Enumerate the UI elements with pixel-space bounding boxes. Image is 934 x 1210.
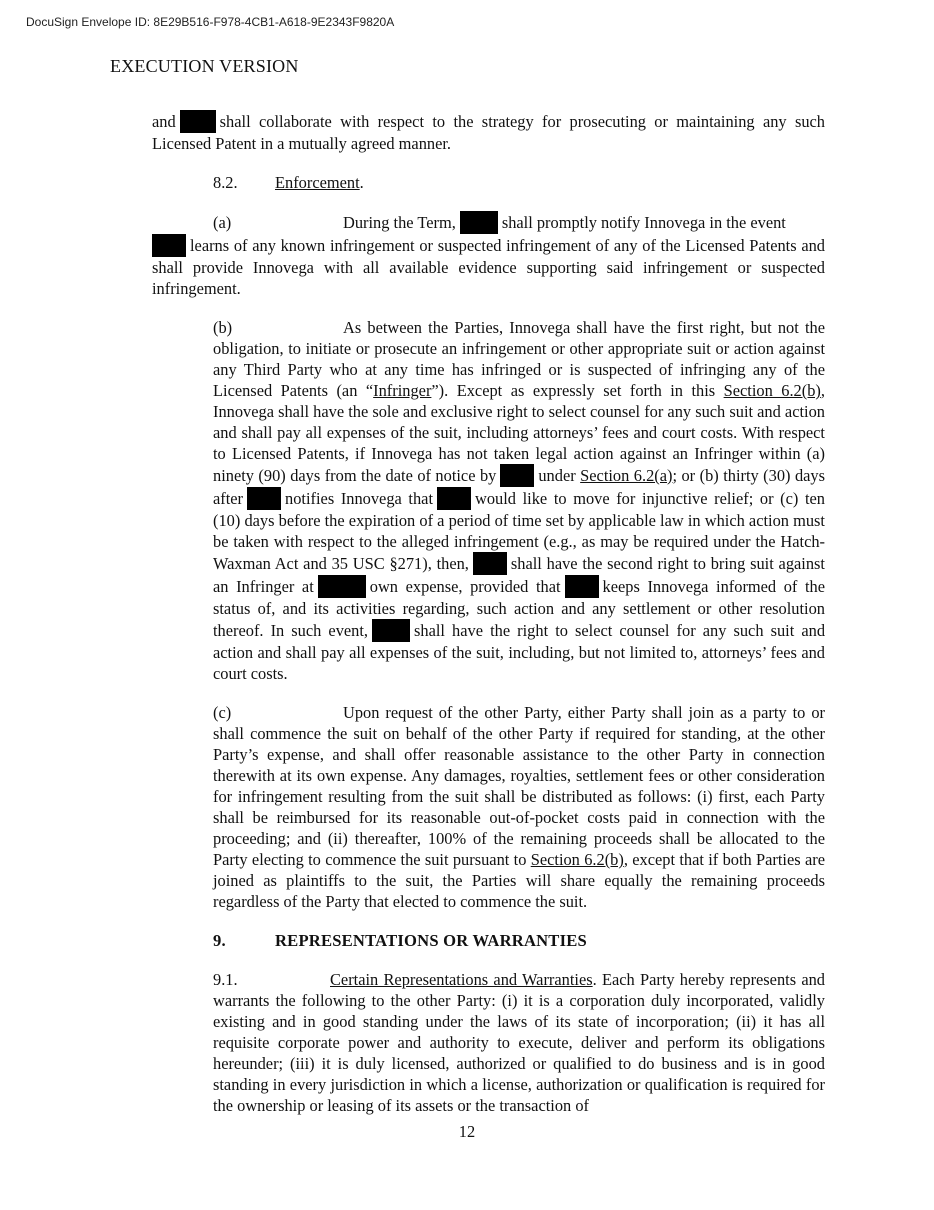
section-title: Certain Representations and Warranties	[330, 970, 593, 989]
redaction-block	[152, 234, 186, 257]
section-reference: Section 6.2(a)	[580, 466, 673, 485]
section-title: Enforcement	[275, 173, 360, 192]
section-number: 9.	[213, 931, 226, 950]
section-9-heading	[152, 930, 825, 951]
redaction-block	[473, 552, 507, 575]
section-8-2-a-cont: learns of any known infringement or suspected infringement of any of the Licensed Patents and shall provide Innovega with all available evidence supporting said infringement or suspected infringement.	[152, 236, 825, 298]
clause-label: (b)	[213, 318, 233, 337]
redaction-block	[247, 487, 281, 510]
redaction-block	[372, 619, 410, 642]
execution-version-label: EXECUTION VERSION	[110, 56, 299, 76]
document-body	[152, 110, 825, 1116]
redaction-block	[318, 575, 366, 598]
redaction-block	[500, 464, 534, 487]
clause-label: (c)	[213, 703, 232, 722]
paragraph-continuation: and shall collaborate with respect to the strategy for prosecuting or maintaining any such Licensed Patent in a mutually agreed manner.	[152, 112, 825, 153]
section-8-2-c: (c) Upon request of the other Party, either Party shall join as a party to or shall commence the suit on behalf of the other Party if required for standing, at the other Party’s expense, and shall offer reasonable assistance to the other Party in connection therewith at its own expense. Any damages, royalties, settlement fees or other consideration for infringement resulting from the suit shall be distributed as follows: (i) first, each Party shall be reimbursed for its reasonable out-of-pocket costs paid in connection with the proceeding; and (ii) thereafter, 100% of the remaining proceeds shall be allocated to the Party electing to commence the suit pursuant to Section 6.2(b), except that if both Parties are joined as plaintiffs to the suit, the Parties will share equally the remaining proceeds regardless of the Party that elected to commence the suit.	[213, 703, 825, 911]
section-number: 8.2.	[213, 173, 238, 192]
redaction-block	[565, 575, 599, 598]
section-8-2-heading: 8.2. Enforcement.	[213, 173, 364, 192]
clause-label: (a)	[213, 213, 232, 232]
section-number: 9.1.	[213, 970, 238, 989]
section-9-1: 9.1. Certain Representations and Warranties. Each Party hereby represents and warrants the following to the other Party: (i) it is a corporation duly incorporated, validly existing and in good standing under the laws of its state of incorporation; (ii) it has all requisite corporate power and authority to execute, deliver and perform its obligations hereunder; (iii) it is duly licensed, authorized or qualified to do business and is in good standing in every jurisdiction in which a license, authorization or qualification is required for the ownership or leasing of its assets or the transaction of	[213, 970, 825, 1115]
envelope-id: DocuSign Envelope ID: 8E29B516-F978-4CB1-A618-9E2343F9820A	[26, 15, 395, 29]
section-reference: Section 6.2(b)	[530, 850, 624, 869]
defined-term-infringer: Infringer	[373, 381, 432, 400]
section-title: REPRESENTATIONS OR WARRANTIES	[275, 931, 587, 950]
redaction-block	[460, 211, 498, 234]
redaction-block	[437, 487, 471, 510]
section-reference: Section 6.2(b)	[723, 381, 821, 400]
page-number: 12	[458, 1122, 476, 1141]
section-8-2-b: (b) As between the Parties, Innovega shall have the first right, but not the obligation, to initiate or prosecute an infringement or other appropriate suit or action against any Third Party who at any time has infringed or is suspected of infringing any of the Licensed Patents (an “Infringer”). Except as expressly set forth in this Section 6.2(b), Innovega shall have the sole and exclusive right to select counsel for any such suit and action and shall pay all expenses of the suit, including attorneys’ fees and court costs. With respect to Licensed Patents, if Innovega has not taken legal action against an Infringer within (a) ninety (90) days from the date of notice by under Section 6.2(a); or (b) thirty (30) days after notifies Innovega that would like to move for injunctive relief; or (c) ten (10) days before the expiration of a period of time set by applicable law in which action must be taken with respect to the alleged infringement (e.g., as may be required under the Hatch-Waxman Act and 35 USC §271), then, shall have the second right to bring suit against an Infringer at own expense, provided that keeps Innovega informed of the status of, and its activities regarding, such action and any settlement or other resolution thereof. In such event, shall have the right to select counsel for any such suit and action and shall pay all expenses of the suit, including, but not limited to, attorneys’ fees and court costs.	[213, 318, 826, 683]
section-8-2-a: (a) During the Term, shall promptly notify Innovega in the event	[213, 213, 786, 232]
redaction-block	[180, 110, 216, 133]
